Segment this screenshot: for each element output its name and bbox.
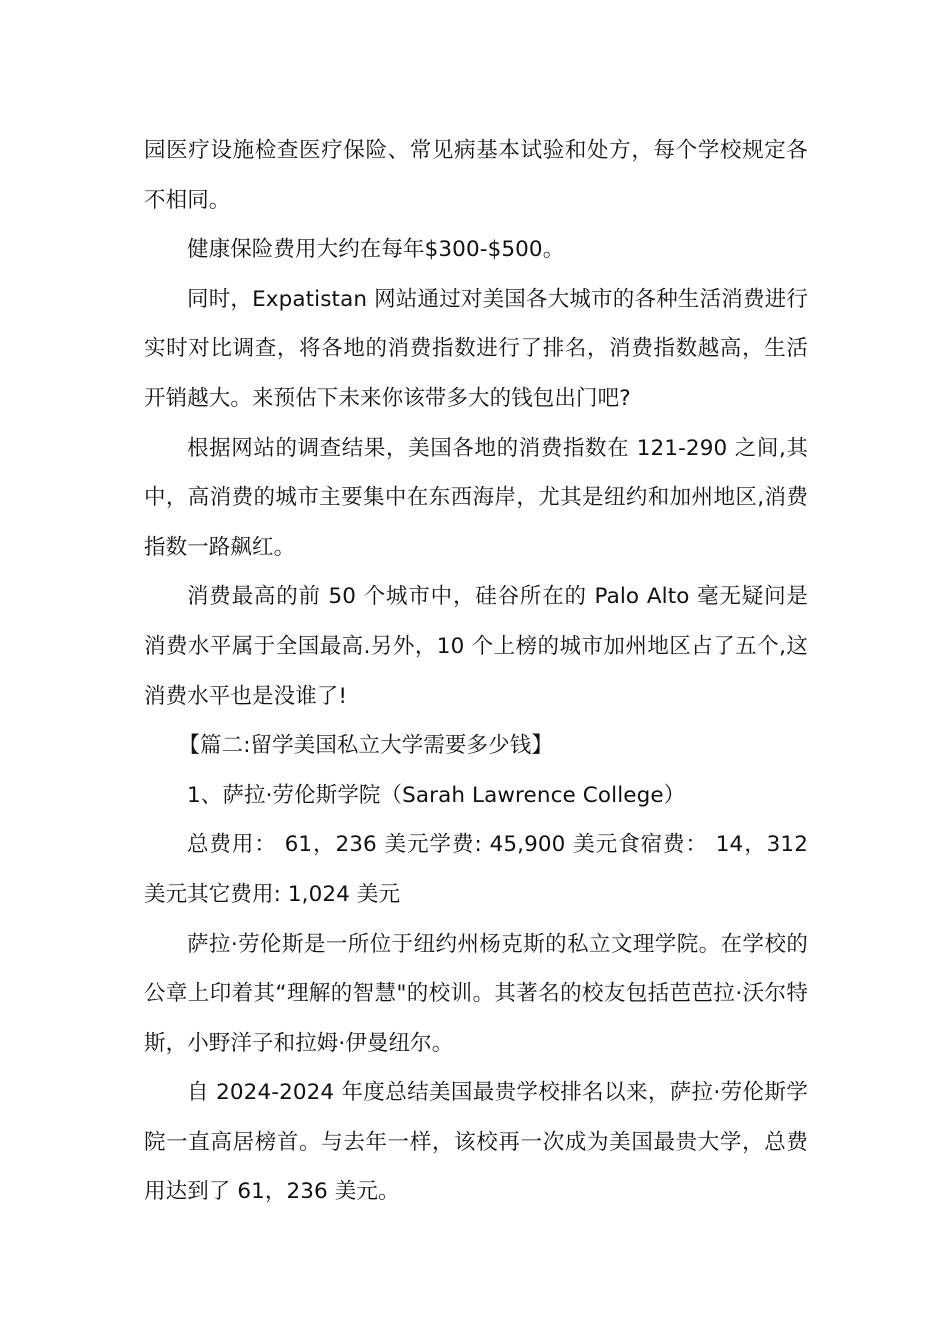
paragraph-continued: 园医疗设施检查医疗保险、常见病基本试验和处方，每个学校规定各不相同。 [144, 138, 808, 213]
paragraph-consumption-index: 根据网站的调查结果，美国各地的消费指数在 121-290 之间,其中，高消费的城市主要集中在东西海岸，尤其是纽约和加州地区,消费指数一路飙红。 [144, 435, 808, 560]
section-heading: 【篇二:留学美国私立大学需要多少钱】 [178, 733, 553, 759]
paragraph-ranking-summary: 自 2024-2024 年度总结美国最贵学校排名以来，萨拉·劳伦斯学院一直高居榜首。与去年一样，该校再一次成为美国最贵大学，总费用达到了 61，236 美元。 [144, 1080, 808, 1205]
document-body [144, 126, 808, 1217]
paragraph-expatistan-survey: 同时，Expatistan 网站通过对美国各大城市的各种生活消费进行实时对比调查，将各地的消费指数进行了排名，消费指数越高，生活开销越大。来预估下未来你该带多大的钱包出门吧? [144, 286, 808, 411]
list-item-title: 1、萨拉·劳伦斯学院（Sarah Lawrence College） [187, 782, 686, 808]
paragraph-total-cost: 总费用： 61，236 美元学费: 45,900 美元食宿费： 14，312 美元其它费用: 1,024 美元 [144, 832, 808, 907]
paragraph-health-insurance-cost: 健康保险费用大约在每年$300-$500。 [187, 237, 565, 263]
paragraph-college-description: 萨拉·劳伦斯是一所位于纽约州杨克斯的私立文理学院。在学校的公章上印着其“理解的智慧"的校训。其著名的校友包括芭芭拉·沃尔特斯，小野洋子和拉姆·伊曼纽尔。 [144, 931, 808, 1056]
paragraph-top-50-cities: 消费最高的前 50 个城市中，硅谷所在的 Palo Alto 毫无疑问是消费水平属于全国最高.另外，10 个上榜的城市加州地区占了五个,这消费水平也是没谁了! [144, 584, 808, 709]
